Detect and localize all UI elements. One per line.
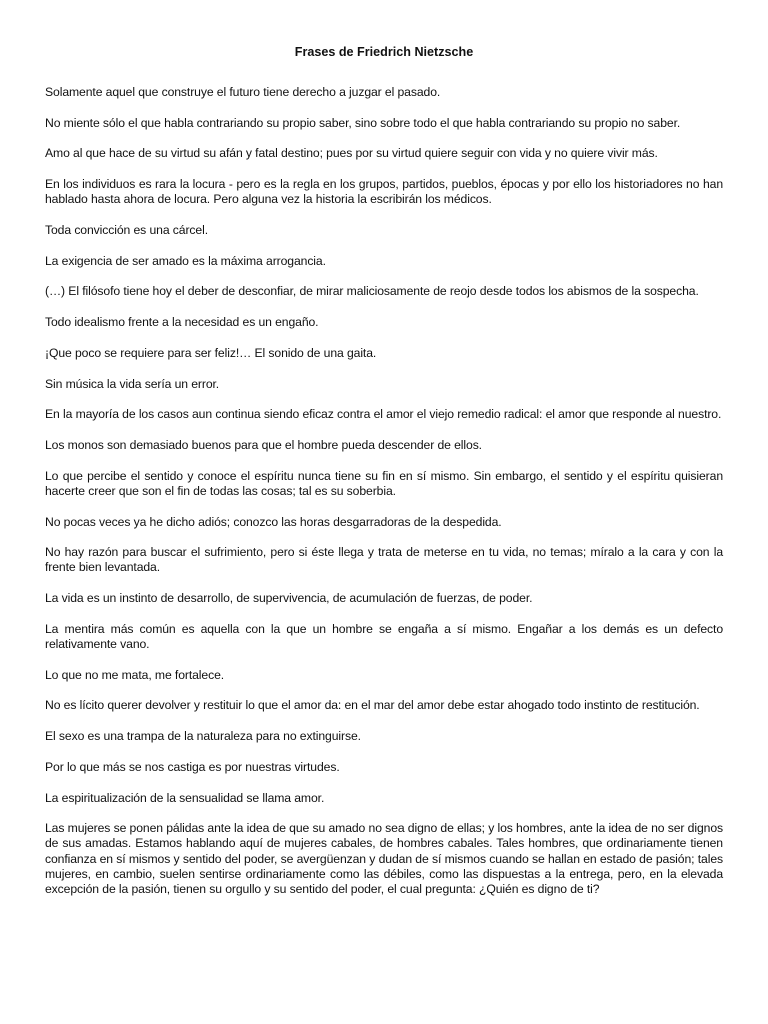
quote-paragraph: Los monos son demasiado buenos para que el hombre pueda descender de ellos. — [45, 437, 482, 452]
quote-paragraph: No hay razón para buscar el sufrimiento, pero si éste llega y trata de meterse en tu vida, no temas; míralo a la cara y con la frente bien levantada. — [45, 545, 723, 575]
quote-paragraph: La espiritualización de la sensualidad se llama amor. — [45, 790, 325, 805]
quote-paragraph: Solamente aquel que construye el futuro tiene derecho a juzgar el pasado. — [45, 85, 441, 99]
quote-paragraph: ¡Que poco se requiere para ser feliz!… El sonido de una gaita. — [45, 345, 377, 360]
quote-paragraph: El sexo es una trampa de la naturaleza para no extinguirse. — [45, 729, 361, 744]
quote-paragraph: No es lícito querer devolver y restituir lo que el amor da: en el mar del amor debe estar ahogado todo instinto de restitución. — [45, 698, 700, 713]
document-title: Frases de Friedrich Nietzsche — [294, 45, 474, 59]
quote-paragraph: Todo idealismo frente a la necesidad es un engaño. — [45, 315, 319, 330]
quote-list — [45, 85, 723, 913]
quote-paragraph: Por lo que más se nos castiga es por nuestras virtudes. — [45, 759, 340, 774]
quote-paragraph: (…) El filósofo tiene hoy el deber de desconfiar, de mirar maliciosamente de reojo desde todos los abismos de la sospecha. — [45, 284, 699, 299]
quote-paragraph: La exigencia de ser amado es la máxima arrogancia. — [45, 253, 326, 268]
quote-paragraph: Lo que no me mata, me fortalece. — [45, 667, 225, 682]
quote-paragraph: Amo al que hace de su virtud su afán y fatal destino; pues por su virtud quiere seguir con vida y no quiere vivir más. — [45, 146, 658, 161]
quote-paragraph: No pocas veces ya he dicho adiós; conozco las horas desgarradoras de la despedida. — [45, 514, 502, 529]
quote-paragraph: No miente sólo el que habla contrariando su propio saber, sino sobre todo el que habla contrariando su propio no saber. — [45, 115, 681, 130]
quote-paragraph: En los individuos es rara la locura - pero es la regla en los grupos, partidos, pueblos, épocas y por ello los historiadores no han hablado hasta ahora de locura. Pero alguna vez la historia la escribirán los médicos. — [45, 177, 723, 207]
quote-paragraph: Toda convicción es una cárcel. — [45, 223, 208, 238]
quote-paragraph: Lo que percibe el sentido y conoce el espíritu nunca tiene su fin en sí mismo. Sin embargo, el sentido y el espíritu quisieran hacerte creer que son el fin de todas las cosas; tal es su soberbia. — [45, 468, 723, 498]
quote-paragraph: La vida es un instinto de desarrollo, de supervivencia, de acumulación de fuerzas, de poder. — [45, 591, 533, 606]
quote-paragraph: La mentira más común es aquella con la que un hombre se engaña a sí mismo. Engañar a los demás es un defecto relativamente vano. — [45, 621, 723, 652]
quote-paragraph: Las mujeres se ponen pálidas ante la idea de que su amado no sea digno de ellas; y los hombres, ante la idea de no ser dignos de sus amadas. Estamos hablando aquí de mujeres cabales, de hombres cabales. Tales hombres, que ordinariamente tienen confianza en sí mismos y sentido del poder, se avergüenzan y dudan de sí mismos cuando se hallan en estado de pasión; tales mujeres, en cambio, suelen sentirse ordinariamente como las débiles, como las dispuestas a la entrega, pero, en la elevada excepción de la pasión, tienen su orgullo y su sentido del poder, el cual pregunta: ¿Quién es digno de ti? — [45, 821, 723, 897]
quote-paragraph: Sin música la vida sería un error. — [45, 376, 220, 391]
quote-paragraph: En la mayoría de los casos aun continua siendo eficaz contra el amor el viejo remedio radical: el amor que responde al nuestro. — [45, 407, 722, 422]
